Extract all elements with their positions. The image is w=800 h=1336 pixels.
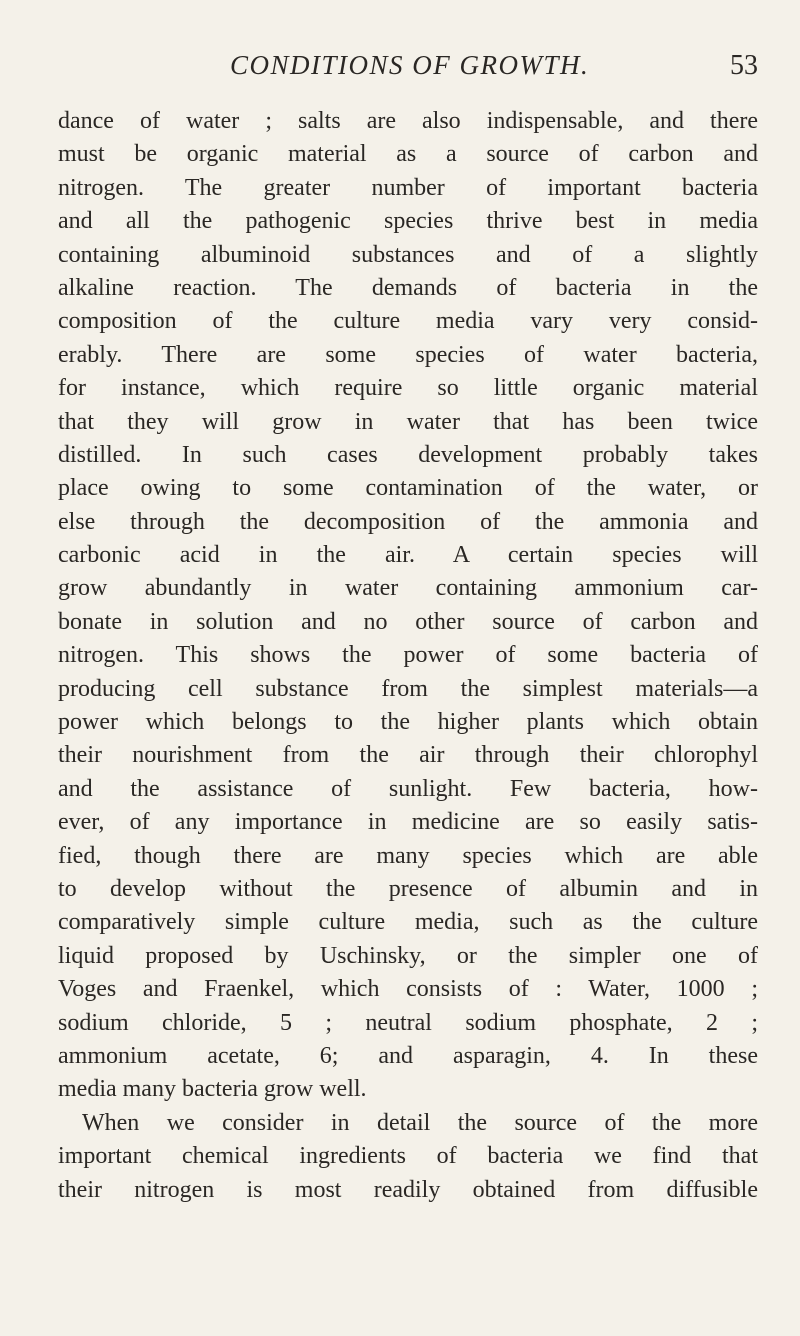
text-line: Voges and Fraenkel, which consists of : Water, 1000 ; <box>58 976 758 1003</box>
text-line: fied, though there are many species which are able <box>58 842 758 869</box>
text-line: producing cell substance from the simplest materials—a <box>58 675 758 702</box>
text-line: important chemical ingredients of bacteria we find that <box>58 1143 758 1170</box>
text-line: containing albuminoid substances and of a slightly <box>58 241 758 268</box>
text-line: nitrogen. This shows the power of some bacteria of <box>58 642 758 669</box>
text-line: When we consider in detail the source of the more <box>82 1109 758 1136</box>
text-line: power which belongs to the higher plants which obtain <box>58 709 758 736</box>
text-line: grow abundantly in water containing ammonium car- <box>58 575 758 602</box>
text-line: their nitrogen is most readily obtained from diffusible <box>58 1176 758 1203</box>
text-line: and the assistance of sunlight. Few bacteria, how- <box>58 775 758 802</box>
text-line: ammonium acetate, 6; and asparagin, 4. In these <box>58 1042 758 1069</box>
text-line: liquid proposed by Uschinsky, or the simpler one of <box>58 942 758 969</box>
text-line: that they will grow in water that has been twice <box>58 408 758 435</box>
text-line: distilled. In such cases development probably takes <box>58 441 758 468</box>
text-line: must be organic material as a source of carbon and <box>58 141 758 168</box>
text-line: bonate in solution and no other source of carbon and <box>58 608 758 635</box>
text-line: carbonic acid in the air. A certain species will <box>58 542 758 569</box>
text-line: for instance, which require so little organic material <box>58 375 758 402</box>
text-line: their nourishment from the air through their chlorophyl <box>58 742 758 769</box>
text-line: erably. There are some species of water bacteria, <box>58 341 758 368</box>
page-number: 53 <box>730 50 758 81</box>
text-line: alkaline reaction. The demands of bacteria in the <box>58 274 758 301</box>
text-line: composition of the culture media vary very consid- <box>58 308 758 335</box>
text-line: dance of water ; salts are also indispensable, and there <box>58 108 758 134</box>
body-text <box>58 105 758 1207</box>
text-line: ever, of any importance in medicine are so easily satis- <box>58 809 758 836</box>
text-line: comparatively simple culture media, such as the culture <box>58 909 758 936</box>
text-line: else through the decomposition of the ammonia and <box>58 508 758 535</box>
text-line: place owing to some contamination of the water, or <box>58 475 758 502</box>
text-line: and all the pathogenic species thrive best in media <box>58 208 758 235</box>
text-line: to develop without the presence of albumin and in <box>58 875 758 902</box>
running-title: CONDITIONS OF GROWTH. <box>230 50 590 80</box>
text-line: media many bacteria grow well. <box>58 1076 367 1103</box>
text-line: sodium chloride, 5 ; neutral sodium phosphate, 2 ; <box>58 1009 758 1036</box>
text-line: nitrogen. The greater number of important bacteria <box>58 174 758 201</box>
